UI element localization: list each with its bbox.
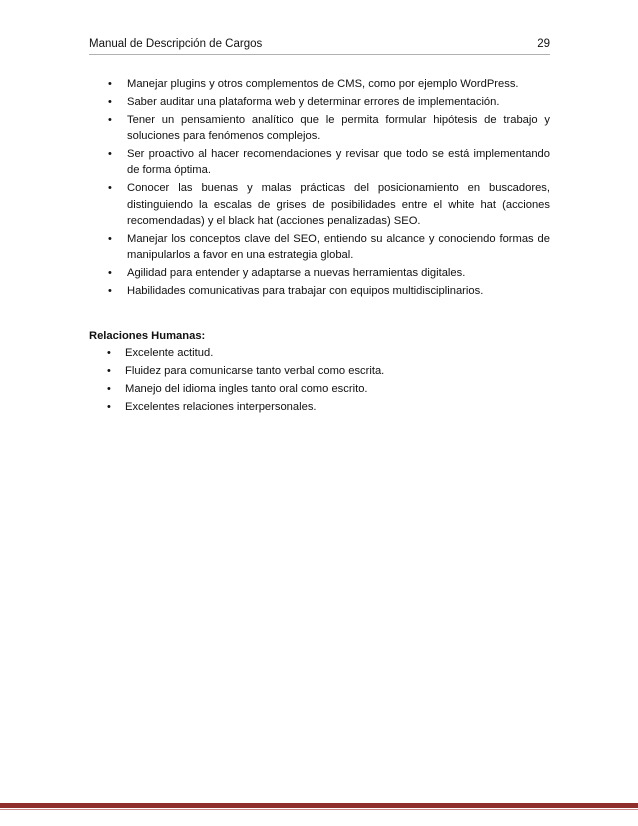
bullet-icon: • [107,365,111,377]
list-item [107,399,547,415]
list-item-text: Saber auditar una plataforma web y determinar errores de implementación. [127,96,500,108]
list-item [108,94,550,110]
bullet-icon: • [108,267,112,280]
list-item [108,283,550,299]
list-item [107,345,547,361]
section-title: Relaciones Humanas: [89,330,206,342]
bullet-icon: • [108,148,112,161]
bullet-icon: • [108,78,112,90]
skills-list [108,76,550,301]
list-item [108,180,550,229]
bullet-icon: • [107,347,111,359]
bullet-icon: • [108,232,112,245]
bullet-icon: • [107,383,111,395]
header-title: Manual de Descripción de Cargos [89,38,263,50]
list-item-text: Tener un pensamiento analítico que le permita formular hipótesis de trabajo y soluciones para fenómenos complejos. [127,114,550,143]
list-item-text: Conocer las buenas y malas prácticas del posicionamiento en buscadores, distinguiendo la escalas de grises de posibilidades entre el white hat (acciones recomendadas) y el black hat (acciones penalizadas) SEO. [127,182,550,227]
bullet-icon: • [107,401,111,413]
list-item [107,381,547,397]
list-item-text: Excelentes relaciones interpersonales. [125,401,317,413]
list-item-text: Habilidades comunicativas para trabajar con equipos multidisciplinarios. [127,285,484,298]
footer-bar [0,803,638,808]
human-relations-list [107,345,547,417]
list-item [108,265,550,281]
list-item [107,363,547,379]
list-item-text: Manejar plugins y otros complementos de CMS, como por ejemplo WordPress. [127,78,519,90]
list-item-text: Ser proactivo al hacer recomendaciones y revisar que todo se está implementando de forma óptima. [127,148,550,177]
list-item [108,76,550,92]
list-item [108,231,550,263]
list-item [108,146,550,178]
page-number: 29 [537,38,550,50]
list-item-text: Agilidad para entender y adaptarse a nuevas herramientas digitales. [127,267,466,280]
page-header [89,37,550,55]
bullet-icon: • [108,96,112,108]
list-item-text: Fluidez para comunicarse tanto verbal como escrita. [125,365,385,377]
list-item-text: Manejo del idioma ingles tanto oral como escrito. [125,383,368,395]
bullet-icon: • [108,114,112,126]
footer-line [0,809,638,810]
list-item-text: Excelente actitud. [125,347,214,359]
list-item-text: Manejar los conceptos clave del SEO, entiendo su alcance y conociendo formas de manipularlos a favor en una estrategia global. [127,232,550,262]
bullet-icon: • [108,182,112,195]
bullet-icon: • [108,285,112,298]
list-item [108,112,550,144]
